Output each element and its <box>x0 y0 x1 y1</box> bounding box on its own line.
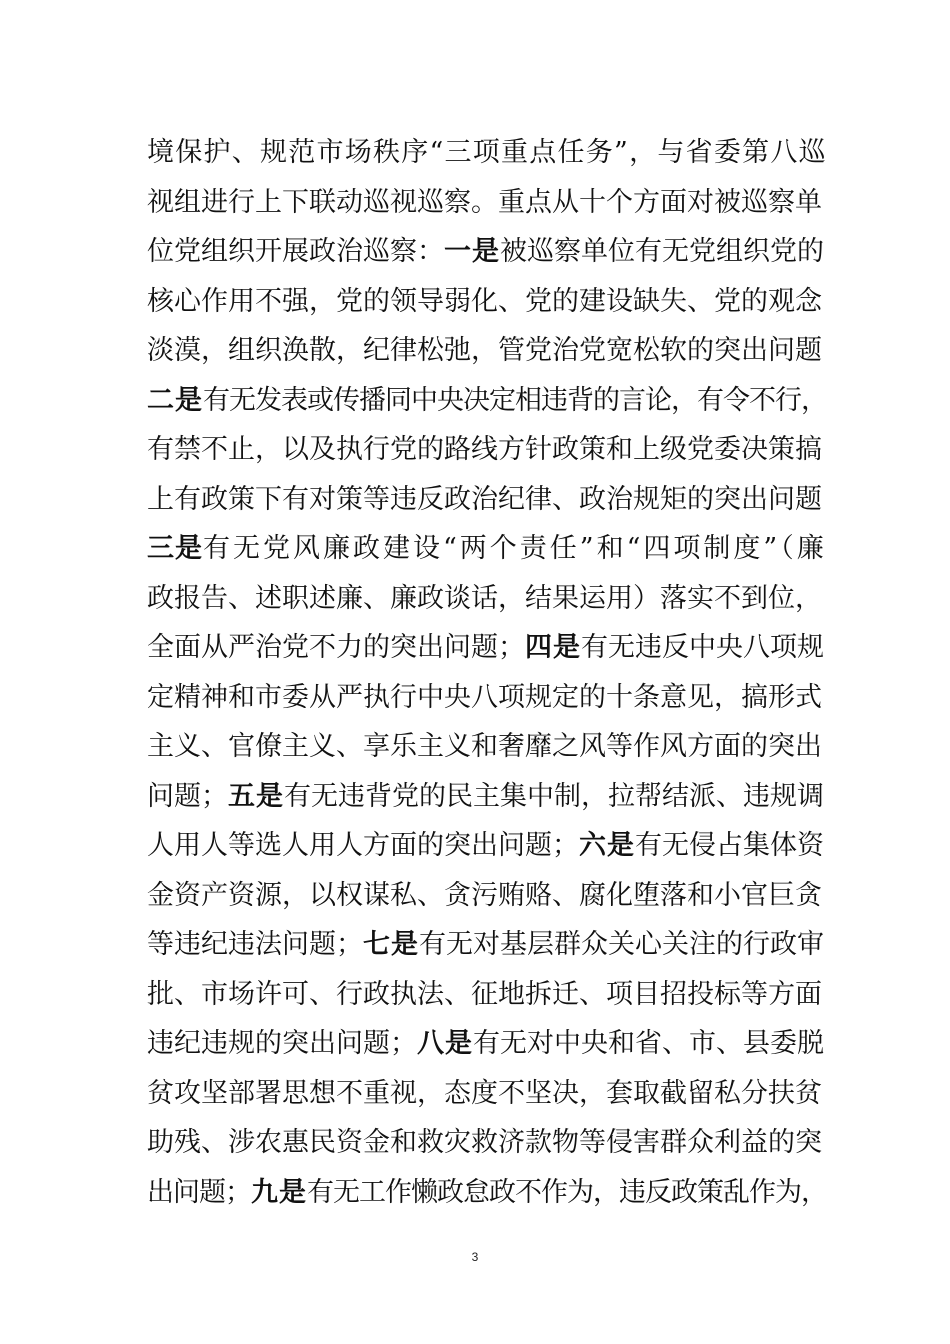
text-run: 贫攻坚部署思想不重视，态度不坚决，套取截留私分扶贫 <box>147 1077 822 1109</box>
text-run: 助残、涉农惠民资金和救灾救济款物等侵害群众利益的突 <box>147 1127 822 1158</box>
bold-heading-run: 七是 <box>363 929 419 960</box>
bold-heading-run: 六是 <box>579 830 635 861</box>
text-run: 出问题； <box>147 1176 251 1208</box>
bold-heading-run: 九是 <box>251 1176 307 1208</box>
bold-heading-run: 四是 <box>525 632 581 663</box>
text-run: 政报告、述职述廉、廉政谈话，结果运用）落实不到位， <box>147 582 822 614</box>
body-text <box>147 128 827 1217</box>
text-line <box>147 673 827 723</box>
bold-heading-run: 一是 <box>444 236 500 267</box>
text-run: 淡漠，组织涣散，纪律松弛，管党治党宽松软的突出问题 <box>147 335 822 366</box>
text-run: 有无党风廉政建设“两个责任”和“四项制度”（廉 <box>203 533 827 564</box>
text-run: 全面从严治党不力的突出问题； <box>147 632 525 663</box>
text-run: 位党组织开展政治巡察： <box>147 236 444 267</box>
text-line <box>147 128 827 178</box>
text-run: 被巡察单位有无党组织党的 <box>500 236 824 267</box>
text-line <box>147 1019 827 1069</box>
text-run: 有无违反中央八项规 <box>581 632 824 663</box>
text-line <box>147 475 827 525</box>
text-run: 上有政策下有对策等违反政治纪律、政治规矩的突出问题 <box>147 483 822 515</box>
text-line <box>147 1069 827 1119</box>
text-run: 主义、官僚主义、享乐主义和奢靡之风等作风方面的突出 <box>147 731 822 762</box>
page-number: 3 <box>471 1250 479 1264</box>
bold-heading-run: 二是 <box>147 384 203 416</box>
text-run: 有无对中央和省、市、县委脱 <box>473 1028 824 1059</box>
text-run: 有无发表或传播同中央决定相违背的言论，有令不行， <box>203 384 827 416</box>
text-run: 有无违背党的民主集中制，拉帮结派、违规调 <box>284 780 824 812</box>
text-run: 金资产资源，以权谋私、贪污贿赂、腐化堕落和小官巨贪 <box>147 879 822 911</box>
text-run: 定精神和市委从严执行中央八项规定的十条意见，搞形式 <box>147 681 822 713</box>
text-line <box>147 574 827 624</box>
text-line <box>147 425 827 475</box>
bold-heading-run: 八是 <box>417 1028 473 1059</box>
text-line <box>147 920 827 970</box>
text-line <box>147 1168 827 1218</box>
text-line <box>147 1118 827 1168</box>
text-run: 人用人等选人用人方面的突出问题； <box>147 830 579 861</box>
text-line <box>147 772 827 822</box>
text-line <box>147 376 827 426</box>
text-run: 视组进行上下联动巡视巡察。重点从十个方面对被巡察单 <box>147 186 822 218</box>
text-line <box>147 326 827 376</box>
text-line <box>147 871 827 921</box>
text-line <box>147 178 827 228</box>
text-run: 核心作用不强，党的领导弱化、党的建设缺失、党的观念 <box>147 285 822 317</box>
text-run: 批、市场许可、行政执法、征地拆迁、项目招投标等方面 <box>147 978 822 1010</box>
bold-heading-run: 三是 <box>147 533 203 564</box>
text-line <box>147 277 827 327</box>
text-run: 境保护、规范市场秩序“三项重点任务”，与省委第八巡 <box>147 137 827 168</box>
text-line <box>147 524 827 574</box>
text-run: 等违纪违法问题； <box>147 929 363 960</box>
text-run: 有无对基层群众关心关注的行政审 <box>419 929 824 960</box>
text-run: 问题； <box>147 780 228 812</box>
text-run: 有无工作懒政怠政不作为，违反政策乱作为， <box>307 1176 827 1208</box>
text-line <box>147 821 827 871</box>
text-line <box>147 970 827 1020</box>
text-run: 有无侵占集体资 <box>635 830 824 861</box>
text-line <box>147 722 827 772</box>
text-line <box>147 227 827 277</box>
text-run: 违纪违规的突出问题； <box>147 1028 417 1059</box>
bold-heading-run: 五是 <box>228 780 284 812</box>
text-run: 有禁不止，以及执行党的路线方针政策和上级党委决策搞 <box>147 434 822 465</box>
text-line <box>147 623 827 673</box>
